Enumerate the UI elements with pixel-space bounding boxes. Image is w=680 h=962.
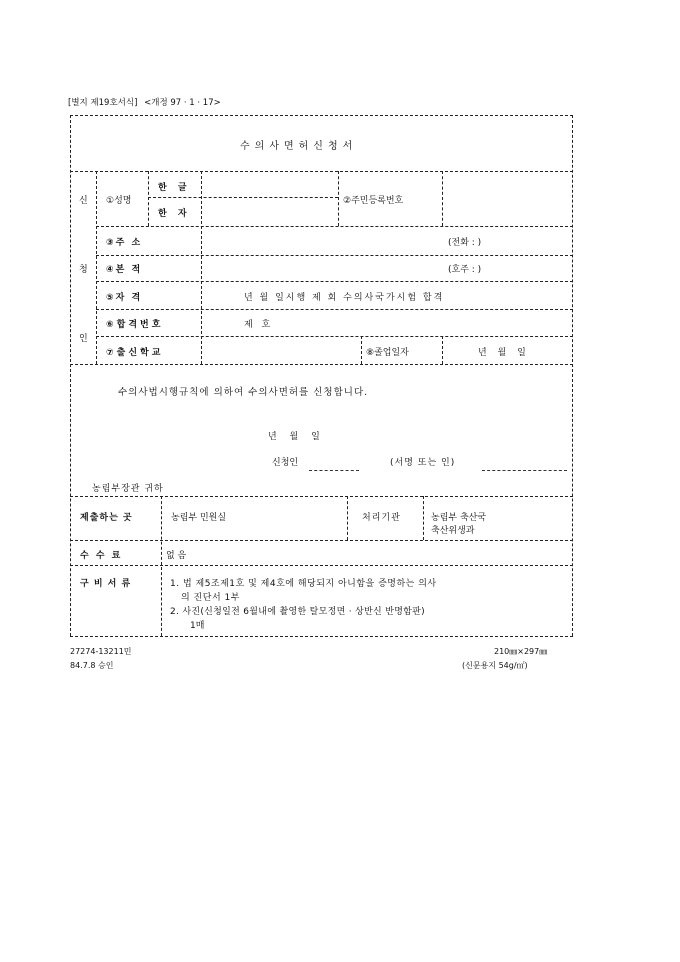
sign-line[interactable] xyxy=(482,470,567,471)
form-id: [별지 제19호서식] xyxy=(68,98,138,108)
qualification-label: ⑤자 격 xyxy=(106,293,143,303)
documents-label: 구 비 서 류 xyxy=(80,579,132,589)
form-number xyxy=(68,96,221,108)
rrn-field[interactable] xyxy=(446,173,570,224)
paper-type: (신문용지 54g/㎡) xyxy=(462,661,528,670)
school-label: ⑦출신학교 xyxy=(106,348,164,358)
sign-label: (서명 또는 인) xyxy=(390,458,456,468)
domicile-label: ④본 적 xyxy=(106,265,143,275)
name-hangul-field[interactable] xyxy=(204,173,336,195)
pass-number-label: ⑥합격번호 xyxy=(106,320,164,330)
revision-note: <개정 97 · 1 · 17> xyxy=(144,98,221,108)
address-field[interactable] xyxy=(204,229,444,253)
address-label: ③주 소 xyxy=(106,238,143,248)
processing-value-1: 농림부 축산국 xyxy=(431,513,487,523)
documents-item2-line1: 2. 사진(신청일전 6월내에 촬영한 탈모정면 · 상반신 반명함판) xyxy=(170,607,425,617)
fee-label: 수 수 료 xyxy=(80,551,123,561)
statement-text: 수의사법시행규칙에 의하여 수의사면허를 신청합니다. xyxy=(118,387,369,398)
qualification-text[interactable]: 년 월 일시행 제 회 수의사국가시험 합격 xyxy=(244,293,445,303)
household-text: (호주 : ) xyxy=(448,265,482,275)
paper-size: 210㎜×297㎜ xyxy=(494,647,548,656)
rrn-label: ②주민등록번호 xyxy=(343,196,404,206)
applicant-side-label-3: 인 xyxy=(79,334,88,344)
statement-date[interactable]: 년 월 일 xyxy=(268,432,325,442)
pass-number-text[interactable]: 제 호 xyxy=(244,320,274,330)
documents-item1-line2: 의 진단서 1부 xyxy=(181,593,240,603)
grad-date-label: ⑧졸업일자 xyxy=(366,348,409,358)
applicant-sign-label: 신청인 xyxy=(272,458,299,468)
name-hanja-field[interactable] xyxy=(204,200,336,224)
processing-label: 처리기관 xyxy=(362,513,401,523)
documents-item1-line1: 1. 법 제5조제1호 및 제4호에 해당되지 아니함을 증명하는 의사 xyxy=(170,579,437,589)
print-code: 27274-13211민 xyxy=(70,647,132,656)
applicant-sign-line[interactable] xyxy=(309,470,359,471)
office-value: 농림부 민원실 xyxy=(171,513,227,523)
applicant-side-label-2: 청 xyxy=(79,265,88,275)
processing-value-2: 축산위생과 xyxy=(431,526,475,536)
office-label: 제출하는 곳 xyxy=(80,513,133,523)
fee-value: 없 음 xyxy=(166,551,187,561)
documents-item2-line2: 1매 xyxy=(190,621,205,631)
hanja-label: 한 자 xyxy=(158,209,191,219)
addressee: 농림부장관 귀하 xyxy=(92,484,164,494)
name-label: ①성명 xyxy=(106,196,132,206)
grad-date-text[interactable]: 년 월 일 xyxy=(478,348,530,358)
approval-note: 84.7.8 승인 xyxy=(70,661,114,670)
domicile-field[interactable] xyxy=(204,258,444,279)
hangul-label: 한 글 xyxy=(158,183,191,193)
applicant-side-label-1: 신 xyxy=(79,196,88,206)
phone-text: (전화 : ) xyxy=(448,238,482,248)
school-field[interactable] xyxy=(204,339,359,362)
form-title: 수의사면허신청서 xyxy=(240,141,358,152)
